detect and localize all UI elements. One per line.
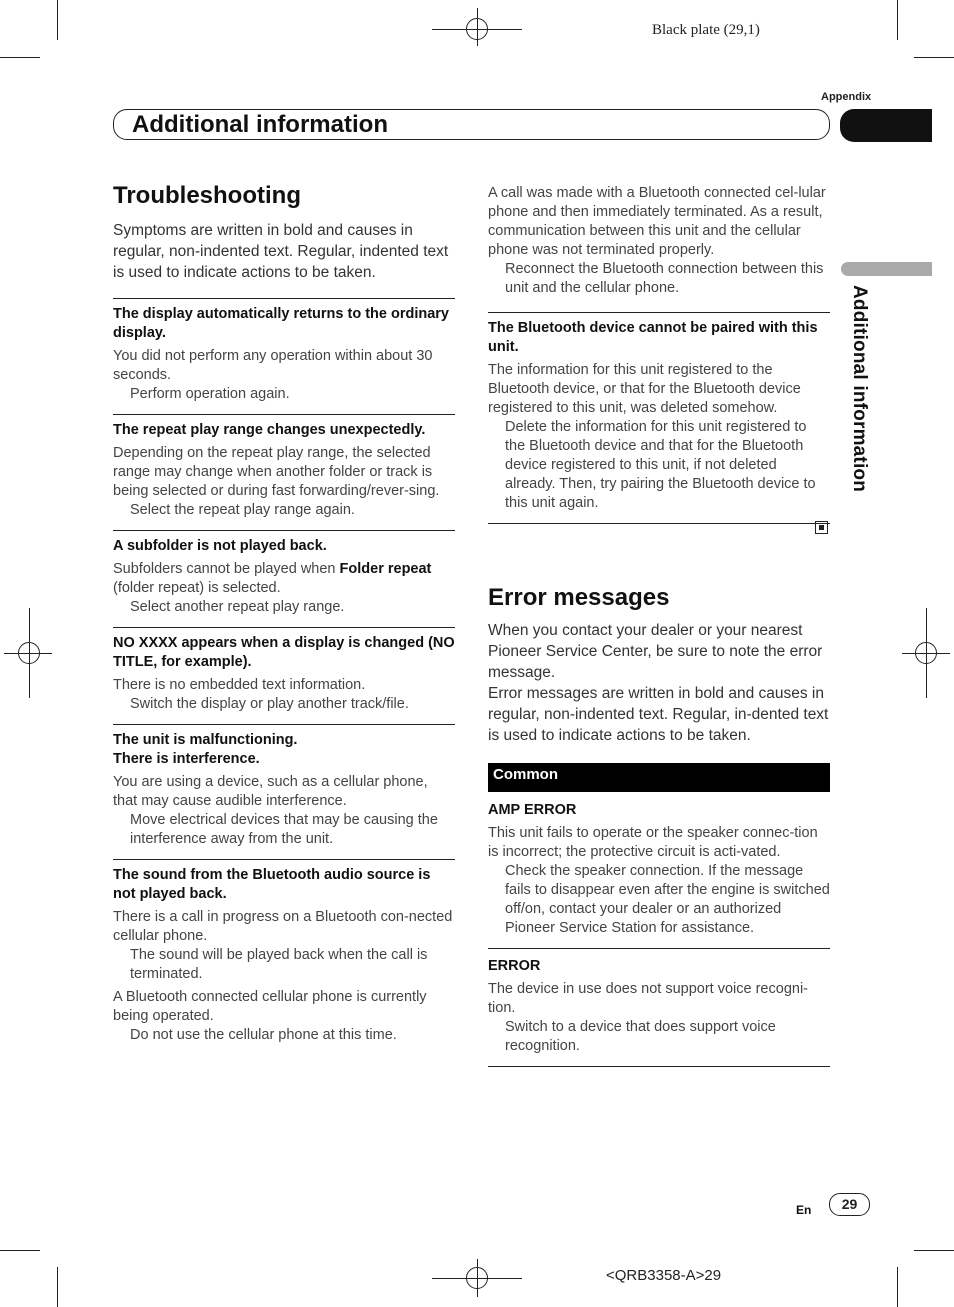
action: The sound will be played back when the call is terminated. [130,947,428,982]
error-code: ERROR [488,958,541,974]
symptom: There is interference. [113,751,260,767]
error-messages-title: Error messages [488,584,670,611]
troubleshooting-intro: Symptoms are written in bold and causes in regular, non-indented text. Regular, indented text is used to indicate actions to be taken. [113,222,449,281]
action: Select the repeat play range again. [130,502,355,518]
section-header-title: Additional information [132,111,388,138]
cause: A Bluetooth connected cellular phone is currently being operated. [113,989,427,1024]
section-end-icon [815,521,828,534]
action: Select another repeat play range. [130,599,345,615]
cause: The device in use does not support voice recogni-tion. [488,981,808,1016]
symptom: The repeat play range changes unexpectedly. [113,422,426,438]
trouble-entry-continued [488,184,830,312]
action: Do not use the cellular phone at this time. [130,1027,397,1043]
action: Move electrical devices that may be causing the interference away from the unit. [130,812,438,847]
error-messages-intro: When you contact your dealer or your nearest Pioneer Service Center, be sure to note the error message. [488,622,823,681]
symptom: A subfolder is not played back. [113,538,327,554]
cause: This unit fails to operate or the speaker connec-tion is incorrect; the protective circuit is acti-vated. [488,825,818,860]
symptom: The unit is malfunctioning. [113,732,298,748]
action: Check the speaker connection. If the message fails to disappear even after the engine is switched off/on, contact your dealer or an authorized Pioneer Service Station for assistance. [505,863,830,936]
cause: Depending on the repeat play range, the selected range may change when another folder or track is being selected or during fast forwarding/rever-sing. [113,445,440,499]
plate-label: Black plate (29,1) [652,22,760,38]
crop-mark [0,1250,40,1251]
error-code: AMP ERROR [488,802,577,818]
trouble-entry [113,627,455,724]
side-label: Additional information [849,285,870,493]
symptom: The display automatically returns to the ordinary display. [113,306,449,341]
trouble-entry [113,724,455,859]
crop-mark [57,0,58,40]
page-number: 29 [829,1193,870,1216]
trouble-entry [113,530,455,627]
section-end-rule [488,523,830,524]
error-messages-section [488,584,830,1067]
section-header [113,109,830,140]
error-entry [488,948,830,1066]
crop-mark [897,1267,898,1307]
cause-text: (folder repeat) is selected. [113,580,281,596]
cause: You are using a device, such as a cellular phone, that may cause audible interference. [113,774,428,809]
trouble-entry [113,298,455,414]
symptom: The sound from the Bluetooth audio source is not played back. [113,867,431,902]
crop-mark [914,57,954,58]
cause: There is no embedded text information. [113,677,366,693]
trouble-entry [113,414,455,530]
crop-mark [897,0,898,40]
cause: The information for this unit registered to the Bluetooth device, or that for the Bluetooth device registered to this unit, was deleted somehow. [488,362,801,416]
crop-mark [914,1250,954,1251]
section-end-rule [488,1066,830,1067]
symptom: NO XXXX appears when a display is changed (NO TITLE, for example). [113,635,455,670]
cause-text: Subfolders cannot be played when [113,561,340,577]
trouble-entry [488,312,830,523]
error-messages-intro: Error messages are written in bold and causes in regular, non-indented text. Regular, in-dented text is used to indicate actions to be taken. [488,685,829,744]
cause [113,560,455,598]
left-column [113,182,455,1055]
action: Reconnect the Bluetooth connection between this unit and the cellular phone. [505,261,824,296]
troubleshooting-title: Troubleshooting [113,182,301,209]
crop-mark [0,57,40,58]
setting-name: Folder repeat [339,561,432,577]
action: Delete the information for this unit registered to the Bluetooth device and that for the Bluetooth device registered to this unit, if not deleted already. Then, try pairing the Bluetooth device to this unit again. [505,419,816,511]
crop-mark [57,1267,58,1307]
trouble-entry [113,859,455,1055]
side-tab [841,262,932,276]
appendix-label: Appendix [821,91,872,103]
action: Switch the display or play another track/file. [130,696,409,712]
action: Switch to a device that does support voice recognition. [505,1019,776,1054]
cause: You did not perform any operation within about 30 seconds. [113,348,433,383]
document-code: <QRB3358-A>29 [606,1267,722,1284]
cause: There is a call in progress on a Bluetooth con-nected cellular phone. [113,909,453,944]
action: Perform operation again. [130,386,290,402]
section-tab [840,109,932,142]
right-column [488,184,830,1067]
error-entry [488,792,830,948]
common-heading: Common [488,763,830,792]
language-label: En [796,1203,812,1217]
symptom: The Bluetooth device cannot be paired with this unit. [488,320,818,355]
cause: A call was made with a Bluetooth connected cel-lular phone and then immediately terminated. As a result, communication between this unit and the cellular phone was not terminated properly. [488,185,826,258]
